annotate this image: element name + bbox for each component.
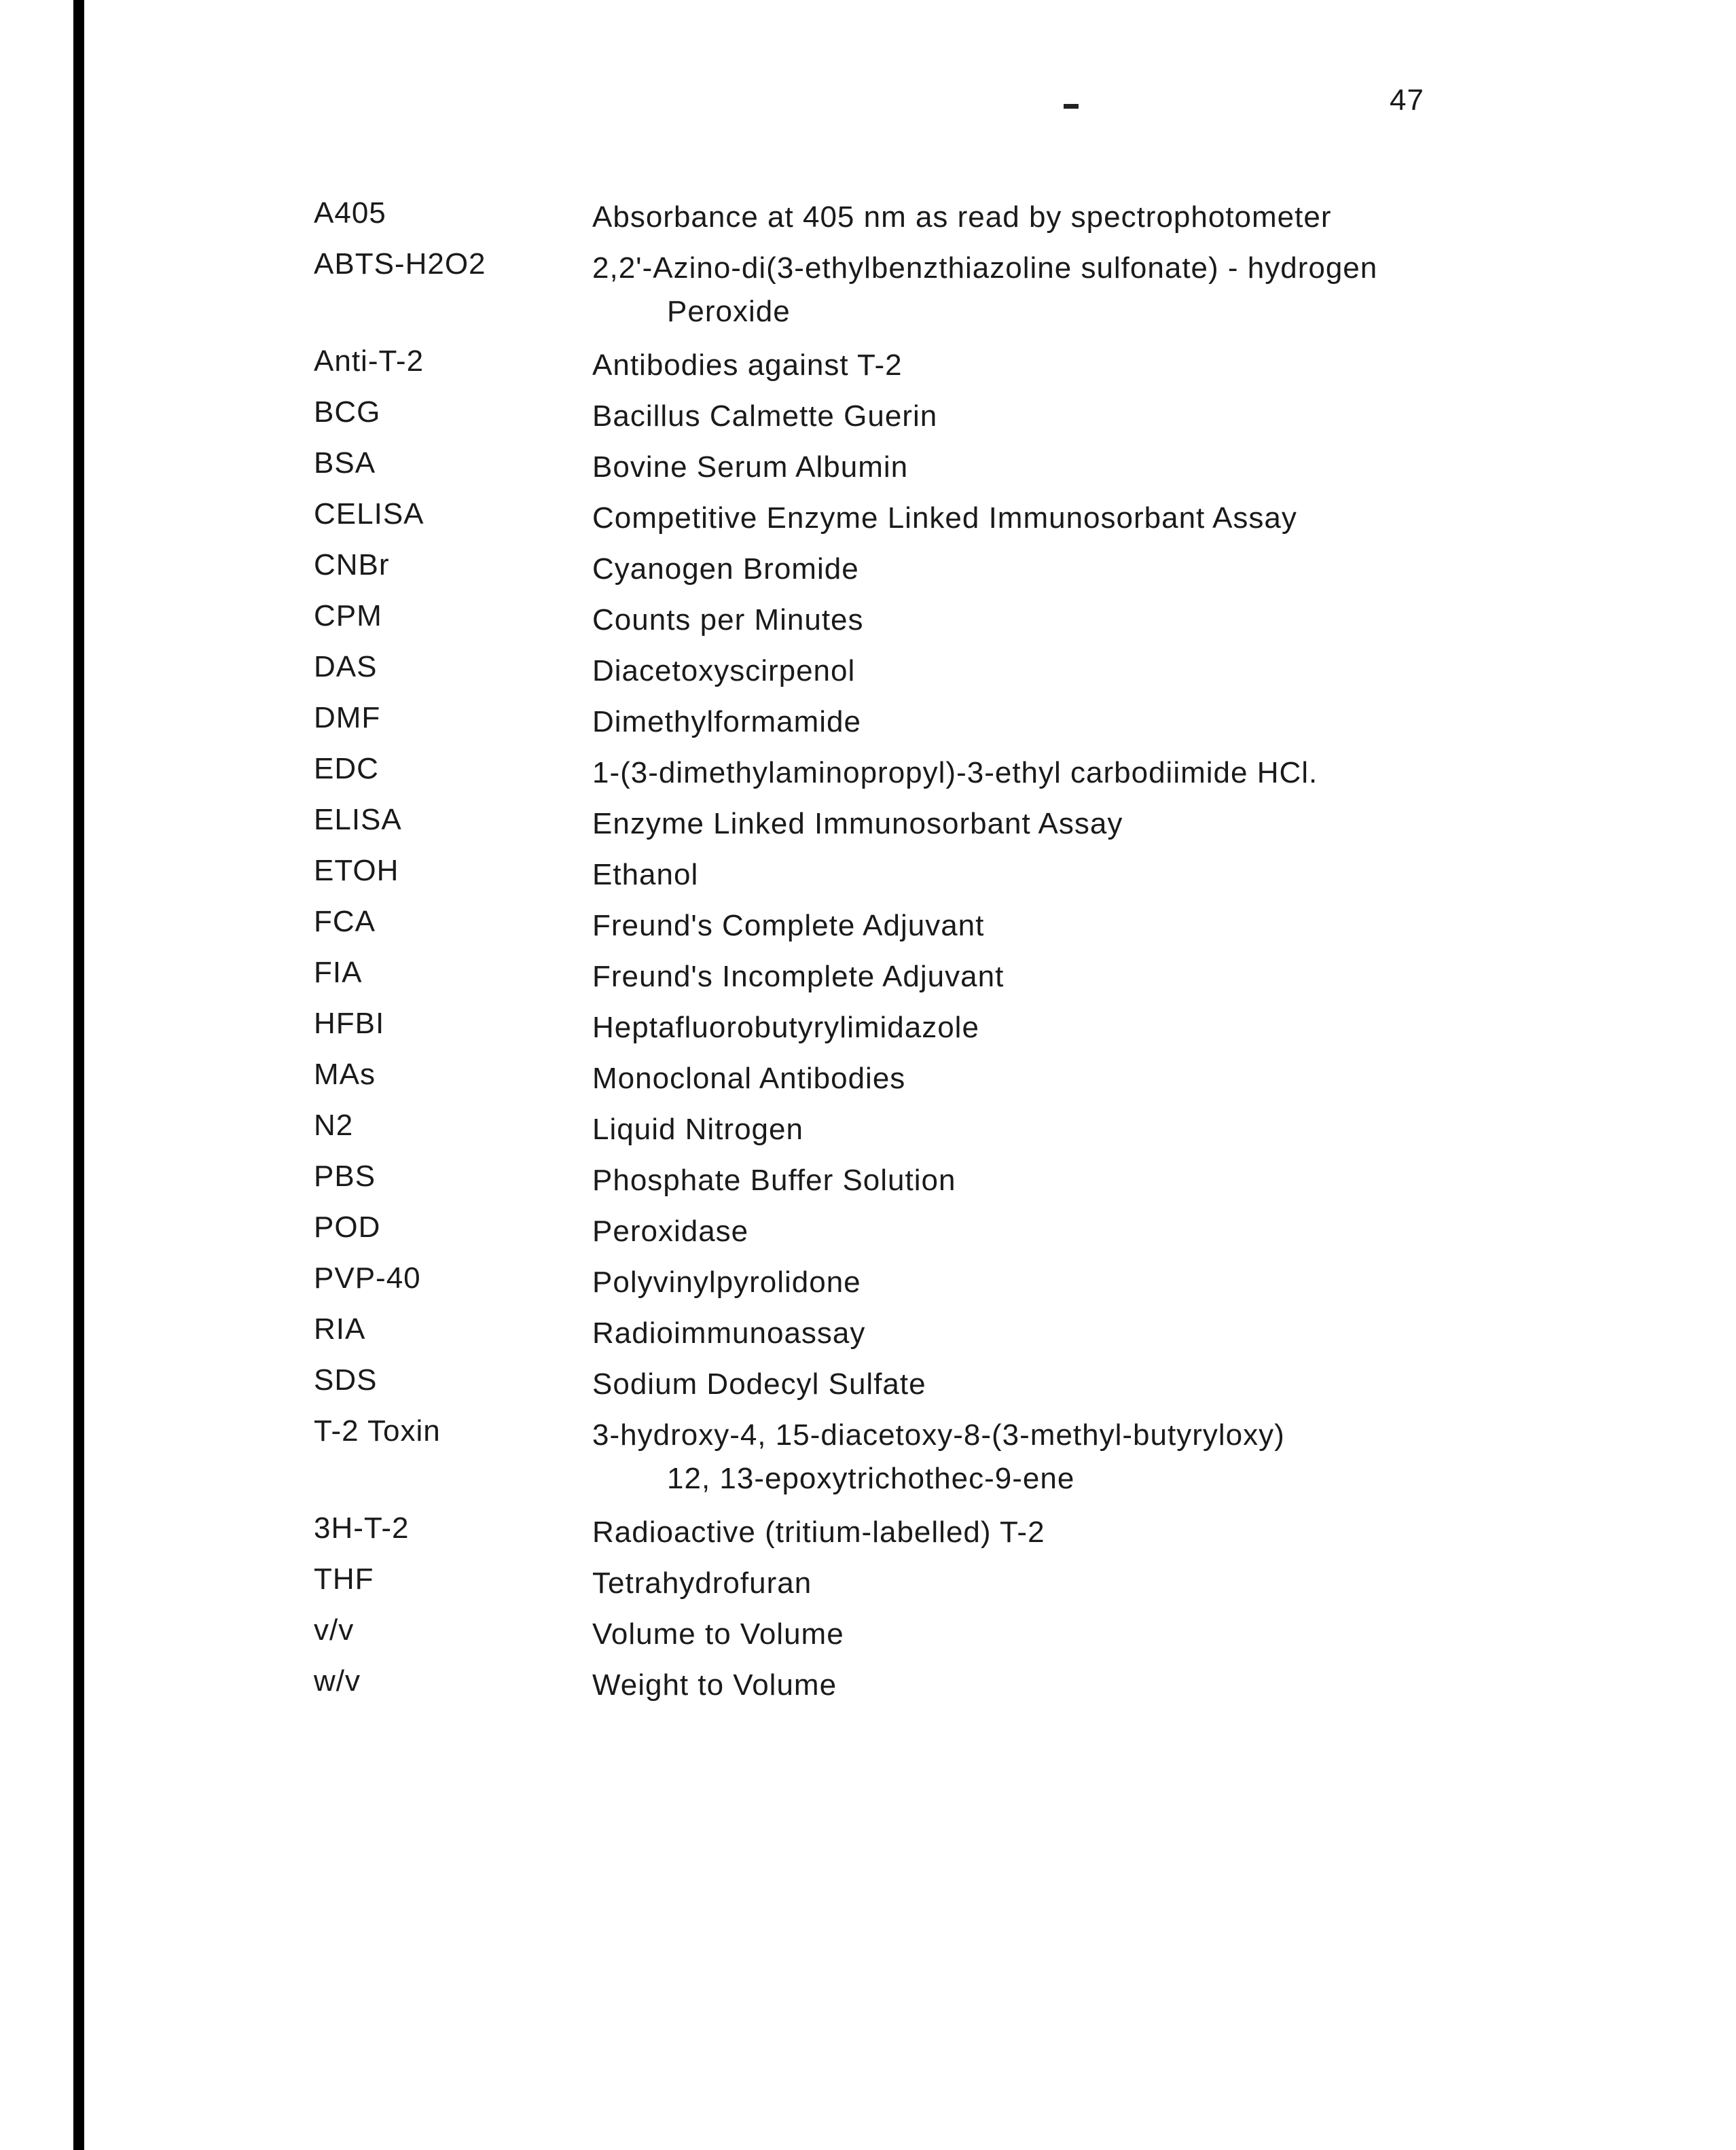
definition-line: 2,2'-Azino-di(3-ethylbenzthiazoline sulfonate) - hydrogen (592, 251, 1378, 285)
definition-line: Bovine Serum Albumin (592, 450, 909, 484)
glossary-definition (592, 700, 1489, 744)
definition-line: Enzyme Linked Immunosorbant Assay (592, 807, 1123, 840)
glossary-definition (592, 1108, 1489, 1151)
glossary-term: FIA (314, 956, 363, 989)
definition-line: Counts per Minutes (592, 603, 864, 637)
glossary-entry (314, 1053, 1509, 1104)
glossary-entry (314, 798, 1509, 849)
glossary-term: N2 (314, 1109, 354, 1142)
glossary-entry (314, 243, 1509, 340)
glossary-definition (592, 1562, 1489, 1605)
glossary-term: Anti-T-2 (314, 344, 424, 378)
definition-line: Heptafluorobutyrylimidazole (592, 1011, 979, 1044)
glossary-term: ABTS-H2O2 (314, 247, 486, 281)
glossary-definition (592, 344, 1489, 387)
page-number: 47 (1390, 84, 1424, 117)
glossary-term: T-2 Toxin (314, 1414, 441, 1448)
glossary-entry (314, 1507, 1509, 1558)
glossary-definition (592, 1210, 1489, 1253)
glossary-term: DMF (314, 701, 381, 734)
glossary-term: SDS (314, 1363, 378, 1397)
glossary-term: POD (314, 1211, 381, 1244)
definition-line: Cyanogen Bromide (592, 552, 859, 586)
glossary-term: 3H-T-2 (314, 1511, 410, 1545)
definition-line: Diacetoxyscirpenol (592, 654, 856, 687)
glossary-definition (592, 1006, 1489, 1050)
glossary-term: v/v (314, 1613, 355, 1647)
glossary-term: EDC (314, 752, 379, 785)
glossary-entry (314, 1660, 1509, 1710)
definition-line: Competitive Enzyme Linked Immunosorbant Assay (592, 501, 1297, 535)
glossary-term: BCG (314, 395, 381, 429)
glossary-term: RIA (314, 1312, 366, 1346)
glossary-entry (314, 1155, 1509, 1206)
definition-line: 1-(3-dimethylaminopropyl)-3-ethyl carbodiimide HCl. (592, 756, 1318, 789)
glossary-entry (314, 442, 1509, 492)
definition-line: Dimethylformamide (592, 705, 861, 738)
definition-line: Tetrahydrofuran (592, 1566, 812, 1600)
definition-line: Peroxidase (592, 1215, 749, 1248)
glossary-term: MAs (314, 1058, 376, 1091)
glossary-entry (314, 1410, 1509, 1507)
glossary-term: CELISA (314, 497, 424, 531)
glossary-definition (592, 649, 1489, 693)
glossary-term: PVP-40 (314, 1261, 421, 1295)
binding-edge (73, 0, 84, 2150)
definition-line: Radioactive (tritium-labelled) T-2 (592, 1516, 1045, 1549)
glossary-term: ELISA (314, 803, 402, 836)
glossary-term: BSA (314, 446, 376, 480)
glossary-definition (592, 802, 1489, 846)
glossary-definition (592, 1261, 1489, 1304)
glossary-definition (592, 598, 1489, 642)
glossary-term: w/v (314, 1664, 361, 1698)
glossary-entry (314, 747, 1509, 798)
glossary-definition (592, 1664, 1489, 1707)
definition-line: Ethanol (592, 858, 699, 891)
glossary-entry (314, 1104, 1509, 1155)
glossary-entry (314, 900, 1509, 951)
glossary-definition (592, 1363, 1489, 1406)
glossary-entry (314, 1002, 1509, 1053)
glossary-definition (592, 853, 1489, 897)
glossary-entry (314, 951, 1509, 1002)
glossary-definition (592, 196, 1489, 239)
definition-line: Liquid Nitrogen (592, 1113, 803, 1146)
definition-line: Antibodies against T-2 (592, 348, 903, 382)
definition-continuation: Peroxide (667, 295, 791, 328)
definition-line: Freund's Incomplete Adjuvant (592, 960, 1005, 993)
glossary-definition (592, 247, 1489, 334)
glossary-entry (314, 849, 1509, 900)
definition-line: Freund's Complete Adjuvant (592, 909, 985, 942)
glossary-entry (314, 1359, 1509, 1410)
glossary-definition (592, 1511, 1489, 1554)
glossary-definition (592, 1312, 1489, 1355)
glossary-term: PBS (314, 1160, 376, 1193)
definition-line: Bacillus Calmette Guerin (592, 399, 938, 433)
definition-line: Monoclonal Antibodies (592, 1062, 906, 1095)
glossary-entry (314, 1308, 1509, 1359)
definition-line: Phosphate Buffer Solution (592, 1164, 956, 1197)
glossary-definition (592, 955, 1489, 999)
glossary-entry (314, 1609, 1509, 1660)
glossary-definition (592, 1159, 1489, 1202)
glossary-term: CPM (314, 599, 382, 632)
definition-line: Absorbance at 405 nm as read by spectrophotometer (592, 200, 1332, 234)
glossary-entry (314, 391, 1509, 442)
glossary-entry (314, 1206, 1509, 1257)
glossary-entry (314, 1558, 1509, 1609)
glossary-definition (592, 904, 1489, 948)
glossary-definition (592, 548, 1489, 591)
glossary-term: A405 (314, 196, 386, 230)
glossary-entry (314, 340, 1509, 391)
definition-line: Volume to Volume (592, 1617, 844, 1651)
definition-line: Weight to Volume (592, 1668, 837, 1702)
glossary-definition (592, 497, 1489, 540)
glossary-term: THF (314, 1562, 374, 1596)
glossary-entry (314, 696, 1509, 747)
definition-continuation: 12, 13-epoxytrichothec-9-ene (667, 1462, 1075, 1495)
glossary-definition (592, 446, 1489, 489)
definition-line: Sodium Dodecyl Sulfate (592, 1367, 926, 1401)
glossary-definition (592, 1613, 1489, 1656)
dash-mark (1064, 104, 1079, 109)
glossary-entry (314, 492, 1509, 543)
glossary-term: CNBr (314, 548, 390, 581)
glossary-entry (314, 192, 1509, 243)
glossary-term: HFBI (314, 1007, 385, 1040)
definition-line: Polyvinylpyrolidone (592, 1266, 861, 1299)
glossary-term: ETOH (314, 854, 399, 887)
abbreviations-list (314, 192, 1509, 1710)
glossary-definition (592, 1414, 1489, 1501)
glossary-definition (592, 751, 1489, 795)
glossary-term: DAS (314, 650, 378, 683)
glossary-entry (314, 1257, 1509, 1308)
glossary-definition (592, 1057, 1489, 1100)
definition-line: Radioimmunoassay (592, 1316, 866, 1350)
glossary-entry (314, 645, 1509, 696)
definition-line: 3-hydroxy-4, 15-diacetoxy-8-(3-methyl-butyryloxy) (592, 1418, 1285, 1452)
glossary-entry (314, 594, 1509, 645)
glossary-entry (314, 543, 1509, 594)
glossary-term: FCA (314, 905, 376, 938)
glossary-definition (592, 395, 1489, 438)
